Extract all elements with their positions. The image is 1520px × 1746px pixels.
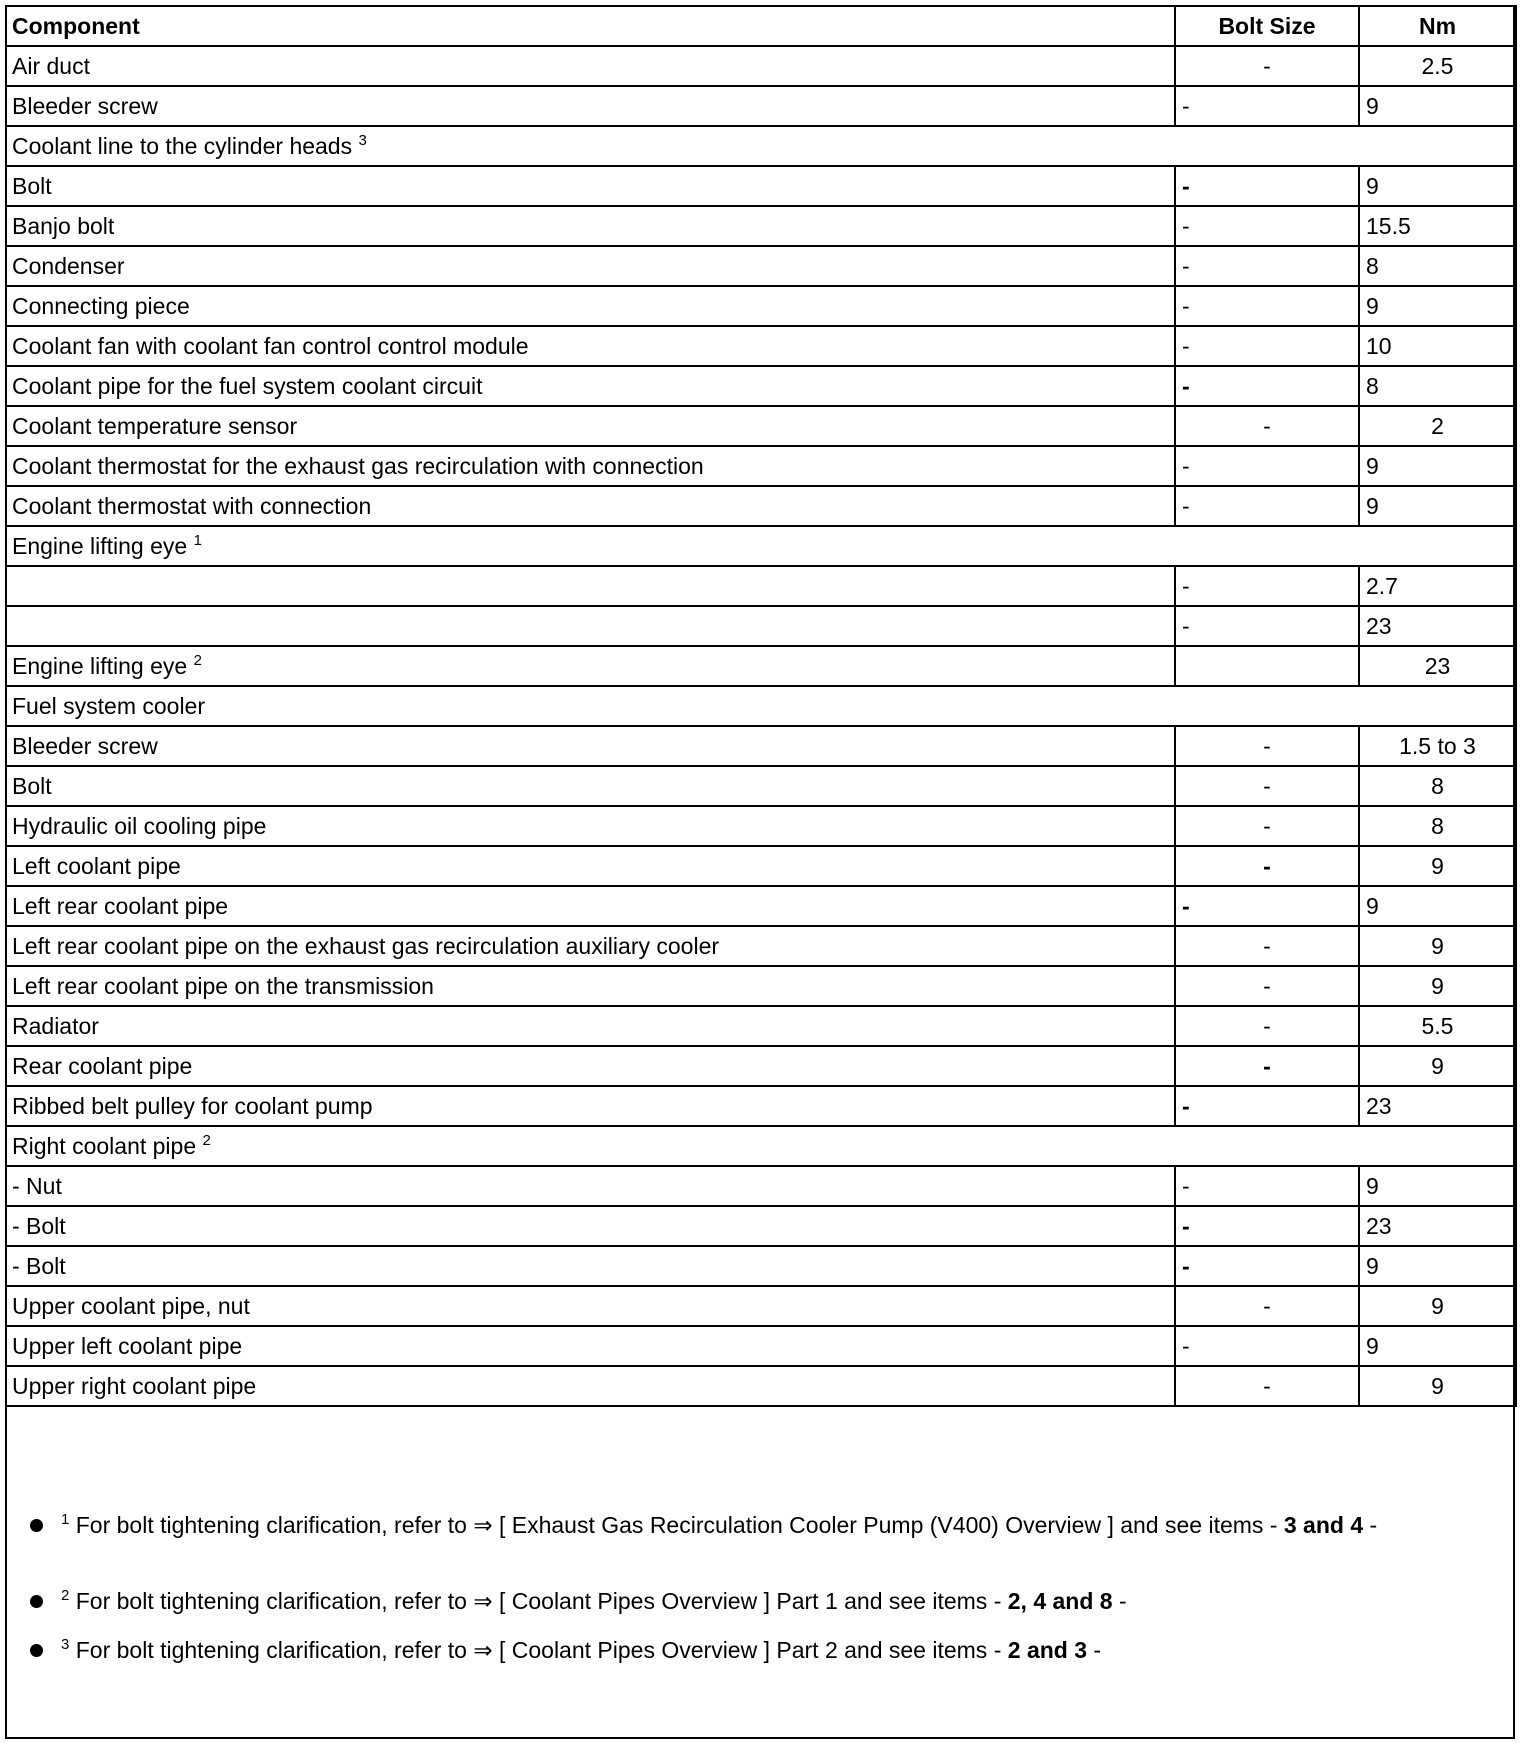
- bolt-size-cell: -: [1175, 966, 1359, 1006]
- table-row: [6, 806, 1516, 846]
- bolt-size-cell: -: [1175, 1006, 1359, 1046]
- component-cell: [6, 326, 1175, 366]
- nm-cell: 9: [1359, 926, 1516, 966]
- table-row: [6, 886, 1516, 926]
- table-row: [6, 286, 1516, 326]
- component-cell: [6, 446, 1175, 486]
- section-row: [6, 1126, 1516, 1166]
- footnote-item: [5, 1635, 1515, 1665]
- footnote-items: 2, 4 and 8: [1007, 1588, 1113, 1614]
- component-label: Coolant thermostat for the exhaust gas recirculation with connection: [12, 453, 704, 479]
- nm-cell: 23: [1359, 1086, 1516, 1126]
- component-cell: [6, 1246, 1175, 1286]
- section-title: [6, 526, 1516, 566]
- footnote-number: 2: [61, 1587, 70, 1604]
- nm-cell: 2.5: [1359, 46, 1516, 86]
- bolt-size-cell: -: [1175, 1206, 1359, 1246]
- component-cell: [6, 646, 1175, 686]
- component-cell: [6, 566, 1175, 606]
- footnote-ref: 1: [193, 532, 202, 549]
- component-label: Bleeder screw: [12, 733, 158, 759]
- bolt-size-cell: -: [1175, 366, 1359, 406]
- component-cell: [6, 1046, 1175, 1086]
- component-label: Coolant fan with coolant fan control control module: [12, 333, 529, 359]
- component-cell: [6, 1206, 1175, 1246]
- component-label: Left coolant pipe: [12, 853, 181, 879]
- bolt-size-cell: -: [1175, 806, 1359, 846]
- nm-cell: 8: [1359, 766, 1516, 806]
- component-label: Left rear coolant pipe on the exhaust gas recirculation auxiliary cooler: [12, 933, 720, 959]
- footnote-number: 1: [61, 1511, 70, 1528]
- component-cell: [6, 1326, 1175, 1366]
- bolt-size-cell: -: [1175, 326, 1359, 366]
- component-label: Left rear coolant pipe: [12, 893, 229, 919]
- nm-cell: 5.5: [1359, 1006, 1516, 1046]
- component-label: Coolant temperature sensor: [12, 413, 298, 439]
- table-row: [6, 966, 1516, 1006]
- component-label: - Nut: [12, 1173, 62, 1199]
- table-row: [6, 406, 1516, 446]
- nm-cell: 9: [1359, 166, 1516, 206]
- footnote-text: For bolt tightening clarification, refer to ⇒ [ Exhaust Gas Recirculation Cooler Pump (V400) Overview ] and see items -: [75, 1512, 1278, 1538]
- bolt-size-cell: -: [1175, 246, 1359, 286]
- bolt-size-cell: -: [1175, 406, 1359, 446]
- component-cell: [6, 486, 1175, 526]
- footnote-tail: -: [1369, 1512, 1378, 1538]
- header-nm: Nm: [1359, 6, 1516, 46]
- table-row: [6, 46, 1516, 86]
- component-cell: [6, 286, 1175, 326]
- component-label: Upper left coolant pipe: [12, 1333, 243, 1359]
- table-row: [6, 846, 1516, 886]
- bolt-size-cell: -: [1175, 286, 1359, 326]
- nm-cell: 23: [1359, 606, 1516, 646]
- component-cell: [6, 166, 1175, 206]
- nm-cell: 9: [1359, 286, 1516, 326]
- section-row: [6, 686, 1516, 726]
- bolt-size-cell: -: [1175, 1326, 1359, 1366]
- component-label: Left rear coolant pipe on the transmission: [12, 973, 434, 999]
- component-label: - Bolt: [12, 1253, 66, 1279]
- nm-cell: 9: [1359, 446, 1516, 486]
- component-cell: [6, 1286, 1175, 1326]
- section-title: [6, 126, 1516, 166]
- table-row: [6, 166, 1516, 206]
- table-row: [6, 86, 1516, 126]
- component-cell: [6, 886, 1175, 926]
- nm-cell: 9: [1359, 886, 1516, 926]
- component-label: Right coolant pipe: [12, 1133, 197, 1159]
- component-cell: [6, 1006, 1175, 1046]
- table-row: [6, 1366, 1516, 1406]
- bolt-size-cell: -: [1175, 566, 1359, 606]
- bullet-icon: [30, 1595, 43, 1608]
- component-cell: [6, 1166, 1175, 1206]
- table-row: [6, 326, 1516, 366]
- footnote-text: For bolt tightening clarification, refer to ⇒ [ Coolant Pipes Overview ] Part 2 and see items -: [75, 1637, 1002, 1663]
- table-row: [6, 566, 1516, 606]
- component-cell: [6, 606, 1175, 646]
- bolt-size-cell: -: [1175, 886, 1359, 926]
- nm-cell: 1.5 to 3: [1359, 726, 1516, 766]
- component-label: Condenser: [12, 253, 125, 279]
- table-row: [6, 766, 1516, 806]
- nm-cell: 8: [1359, 806, 1516, 846]
- header-bolt-size: Bolt Size: [1175, 6, 1359, 46]
- table-row: [6, 1326, 1516, 1366]
- component-label: Air duct: [12, 53, 90, 79]
- component-cell: [6, 406, 1175, 446]
- section-row: [6, 526, 1516, 566]
- nm-cell: 9: [1359, 1286, 1516, 1326]
- component-label: Coolant pipe for the fuel system coolant circuit: [12, 373, 483, 399]
- footnote-ref: 2: [193, 652, 202, 669]
- nm-cell: 9: [1359, 966, 1516, 1006]
- component-label: Upper right coolant pipe: [12, 1373, 257, 1399]
- component-label: Bolt: [12, 173, 52, 199]
- nm-cell: 8: [1359, 246, 1516, 286]
- component-label: Connecting piece: [12, 293, 190, 319]
- component-label: - Bolt: [12, 1213, 66, 1239]
- table-row: [6, 646, 1516, 686]
- section-row: [6, 126, 1516, 166]
- nm-cell: 9: [1359, 846, 1516, 886]
- component-cell: [6, 726, 1175, 766]
- table-row: [6, 726, 1516, 766]
- table-row: [6, 206, 1516, 246]
- nm-cell: 2: [1359, 406, 1516, 446]
- component-label: Hydraulic oil cooling pipe: [12, 813, 267, 839]
- component-label: Bleeder screw: [12, 93, 158, 119]
- footnote-items: 3 and 4: [1283, 1512, 1364, 1538]
- nm-cell: 10: [1359, 326, 1516, 366]
- bolt-size-cell: -: [1175, 1046, 1359, 1086]
- header-component: Component: [6, 6, 1175, 46]
- nm-cell: 8: [1359, 366, 1516, 406]
- bolt-size-cell: -: [1175, 1166, 1359, 1206]
- nm-cell: 9: [1359, 1166, 1516, 1206]
- bolt-size-cell: -: [1175, 446, 1359, 486]
- footnote-items: 2 and 3: [1007, 1637, 1088, 1663]
- component-cell: [6, 366, 1175, 406]
- bolt-size-cell: -: [1175, 206, 1359, 246]
- table-row: [6, 246, 1516, 286]
- nm-cell: 9: [1359, 1326, 1516, 1366]
- component-label: Engine lifting eye: [12, 533, 188, 559]
- footnote-ref: 3: [358, 132, 367, 149]
- nm-cell: 9: [1359, 86, 1516, 126]
- table-row: [6, 606, 1516, 646]
- footnote-text: For bolt tightening clarification, refer to ⇒ [ Coolant Pipes Overview ] Part 1 and see items -: [75, 1588, 1002, 1614]
- nm-cell: 2.7: [1359, 566, 1516, 606]
- footnote-tail: -: [1093, 1637, 1102, 1663]
- table-row: [6, 1206, 1516, 1246]
- table-row: [6, 486, 1516, 526]
- component-label: Rear coolant pipe: [12, 1053, 193, 1079]
- section-title: [6, 1126, 1516, 1166]
- nm-cell: 9: [1359, 486, 1516, 526]
- bolt-size-cell: -: [1175, 1246, 1359, 1286]
- component-cell: [6, 806, 1175, 846]
- table-row: [6, 366, 1516, 406]
- bolt-size-cell: -: [1175, 1086, 1359, 1126]
- component-label: Banjo bolt: [12, 213, 115, 239]
- component-label: Bolt: [12, 773, 52, 799]
- footnote-number: 3: [61, 1636, 70, 1653]
- nm-cell: 23: [1359, 1206, 1516, 1246]
- bolt-size-cell: -: [1175, 486, 1359, 526]
- nm-cell: 23: [1359, 646, 1516, 686]
- component-cell: [6, 966, 1175, 1006]
- component-label: Coolant thermostat with connection: [12, 493, 372, 519]
- table-row: [6, 1086, 1516, 1126]
- table-row: [6, 446, 1516, 486]
- component-cell: [6, 766, 1175, 806]
- component-label: Radiator: [12, 1013, 99, 1039]
- component-cell: [6, 1366, 1175, 1406]
- bolt-size-cell: -: [1175, 1366, 1359, 1406]
- section-title: [6, 686, 1516, 726]
- footnote-item: [5, 1586, 1515, 1616]
- bolt-size-cell: -: [1175, 726, 1359, 766]
- bullet-icon: [30, 1519, 43, 1532]
- component-label: Fuel system cooler: [12, 693, 206, 719]
- table-row: [6, 1286, 1516, 1326]
- component-cell: [6, 246, 1175, 286]
- table-row: [6, 1246, 1516, 1286]
- component-cell: [6, 86, 1175, 126]
- component-label: Engine lifting eye: [12, 653, 188, 679]
- component-label: Coolant line to the cylinder heads: [12, 133, 353, 159]
- component-label: Ribbed belt pulley for coolant pump: [12, 1093, 373, 1119]
- component-label: Upper coolant pipe, nut: [12, 1293, 250, 1319]
- footnote-ref: 2: [202, 1132, 211, 1149]
- bolt-size-cell: -: [1175, 166, 1359, 206]
- table-body: [6, 46, 1516, 1406]
- nm-cell: 9: [1359, 1246, 1516, 1286]
- bullet-icon: [30, 1644, 43, 1657]
- torque-table: [5, 5, 1517, 1407]
- nm-cell: 9: [1359, 1046, 1516, 1086]
- bolt-size-cell: -: [1175, 606, 1359, 646]
- bolt-size-cell: -: [1175, 766, 1359, 806]
- table-row: [6, 926, 1516, 966]
- component-cell: [6, 206, 1175, 246]
- table-row: [6, 1006, 1516, 1046]
- bolt-size-cell: [1175, 646, 1359, 686]
- table-row: [6, 1046, 1516, 1086]
- bolt-size-cell: -: [1175, 1286, 1359, 1326]
- component-cell: [6, 926, 1175, 966]
- footnote-item: [5, 1510, 1515, 1540]
- component-cell: [6, 1086, 1175, 1126]
- table-row: [6, 1166, 1516, 1206]
- bolt-size-cell: -: [1175, 846, 1359, 886]
- nm-cell: 15.5: [1359, 206, 1516, 246]
- bolt-size-cell: -: [1175, 926, 1359, 966]
- bolt-size-cell: -: [1175, 46, 1359, 86]
- component-cell: [6, 46, 1175, 86]
- bolt-size-cell: -: [1175, 86, 1359, 126]
- nm-cell: 9: [1359, 1366, 1516, 1406]
- table-header-row: [6, 6, 1516, 46]
- footnote-tail: -: [1118, 1588, 1127, 1614]
- component-cell: [6, 846, 1175, 886]
